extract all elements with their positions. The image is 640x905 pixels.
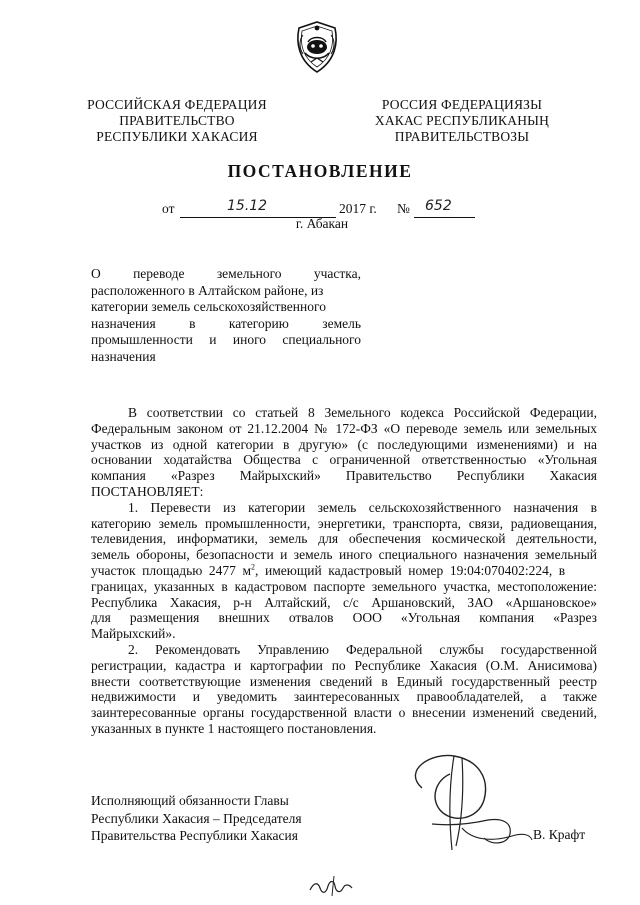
document-title: ПОСТАНОВЛЕНИЕ xyxy=(227,161,413,181)
signatory-line: Исполняющий обязанности Главы xyxy=(91,793,289,808)
subject-line: категории земель сельскохозяйственного xyxy=(91,299,326,315)
subject-line: промышленности и иного специального xyxy=(91,332,362,348)
subject-line: расположенного в Алтайском районе, из xyxy=(91,282,324,298)
body-line: основании ходатайства Общества с ограниченной ответственностью «Угольная xyxy=(91,452,597,468)
header-right-line: ХАКАС РЕСПУБЛИКАНЫҢ xyxy=(374,113,550,128)
resolution-body xyxy=(91,405,597,737)
body-line: участков из одной категории в другую» (с последующими изменениями) и на xyxy=(91,436,597,452)
body-line: Майрыхский». xyxy=(91,626,176,642)
handwritten-signature xyxy=(392,750,542,860)
city-name: г. Абакан xyxy=(295,216,349,231)
subject-line: назначения в категорию земель xyxy=(91,315,362,331)
header-right-block xyxy=(337,97,587,145)
body-line: земель обороны, безопасности и земель иного специального назначения земельный xyxy=(91,547,597,563)
signatory-title xyxy=(91,792,351,845)
header-left-line: ПРАВИТЕЛЬСТВО xyxy=(119,113,235,128)
handwritten-date: 15.12 xyxy=(227,198,268,214)
handwritten-number: 652 xyxy=(425,198,452,214)
header-left-line: РОССИЙСКАЯ ФЕДЕРАЦИЯ xyxy=(87,97,267,112)
signatory-name: В. Крафт xyxy=(533,827,586,842)
body-line: указанных в пункте 1 настоящего постановления. xyxy=(91,720,377,736)
body-line-area: участок площадью 2477 $м^2$, имеющий кадастровый номер 19:04:070402:224, в xyxy=(91,562,566,578)
coat-of-arms-emblem xyxy=(291,20,343,74)
header-left-line: РЕСПУБЛИКИ ХАКАСИЯ xyxy=(96,129,258,144)
body-line: В соответствии со статьей 8 Земельного кодекса Российской Федерации, xyxy=(128,405,597,420)
header-left-block xyxy=(52,97,302,145)
body-line: категорию земель промышленности, энергетики, транспорта, связи, радиовещания, xyxy=(91,515,597,531)
year-label: 2017 г. xyxy=(339,201,377,216)
body-line: 2. Рекомендовать Управлению Федеральной службы государственной xyxy=(128,641,597,657)
body-line: телевидения, информатики, земель для обеспечения космической деятельности, xyxy=(91,531,597,547)
subject-block xyxy=(91,266,361,366)
signatory-line: Республики Хакасия – Председателя xyxy=(91,810,302,826)
body-line: компания «Разрез Майрыхский» Правительство Республики Хакасия xyxy=(91,468,597,484)
subject-line: назначения xyxy=(91,348,156,364)
signatory-line: Правительства Республики Хакасия xyxy=(91,828,298,843)
body-line: ПОСТАНОВЛЯЕТ: xyxy=(91,483,204,499)
date-prefix: от xyxy=(162,201,175,216)
city-line xyxy=(0,216,640,232)
header-right-line: РОССИЯ ФЕДЕРАЦИЯЗЫ xyxy=(381,97,543,112)
subject-line: О переводе земельного участка, xyxy=(91,266,361,281)
number-sign: № xyxy=(397,201,410,216)
body-line: границах, указанных в кадастровом паспорте земельного участка, местоположение: xyxy=(91,578,597,594)
body-line: Федеральным законом от 21.12.2004 № 172-ФЗ «О переводе земель или земельных xyxy=(91,420,597,436)
body-line: для размещения внешних отвалов ООО «Угольная компания «Разрез xyxy=(91,610,597,626)
body-line: Республика Хакасия, р-н Алтайский, с/с Аршановский, ЗАО «Аршановское» xyxy=(91,594,597,610)
handwritten-mark xyxy=(308,874,354,898)
header-right-line: ПРАВИТЕЛЬСТВОЗЫ xyxy=(394,129,530,144)
body-line: 1. Перевести из категории земель сельскохозяйственного назначения в xyxy=(128,499,597,515)
body-line: недвижимости и уведомить заинтересованных правообладателей, а также xyxy=(91,689,597,705)
body-line: заинтересованные органы государственной власти о внесении изменений сведений, xyxy=(91,705,597,721)
body-line: регистрации, кадастра и картографии по Республике Хакасия (О.М. Анисимова) xyxy=(91,657,597,673)
body-line: внести соответствующие изменения сведений в Единый государственный реестр xyxy=(91,673,597,689)
